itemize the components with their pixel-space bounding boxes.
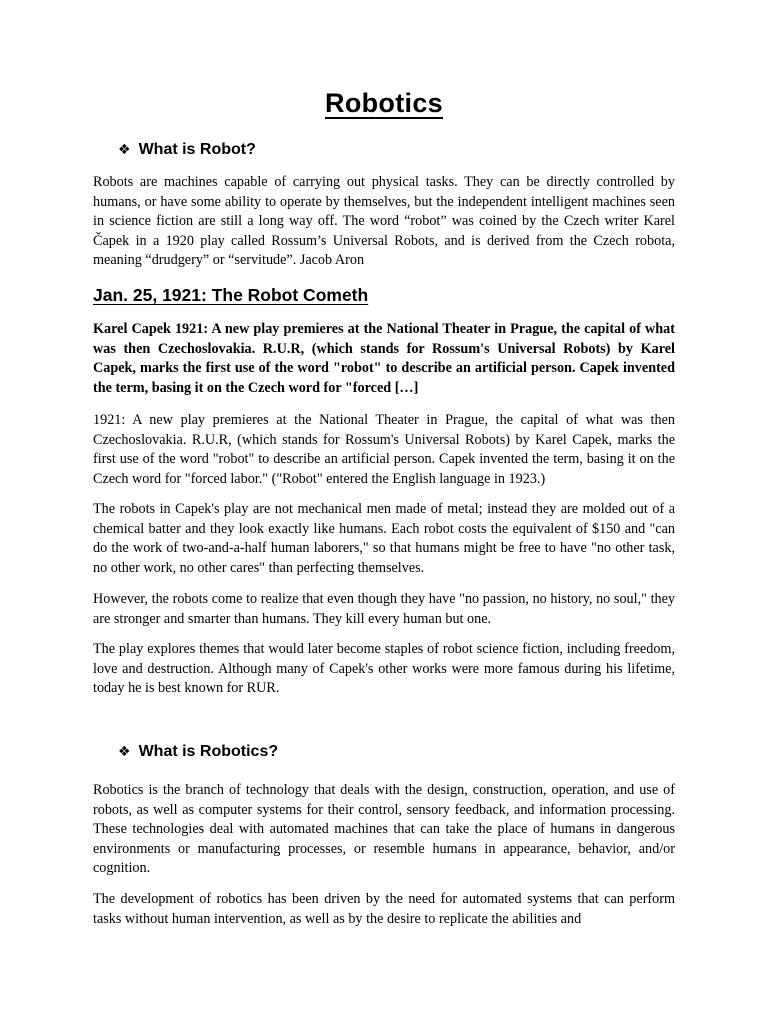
page-title-wrap	[0, 88, 768, 119]
paragraph-robots-realize: However, the robots come to realize that even though they have "no passion, no history, no soul," they are stronger and smarter than humans. They kill every human but one.	[93, 591, 675, 627]
section-heading-robot-cometh: Jan. 25, 1921: The Robot Cometh	[93, 285, 369, 305]
paragraph-play-themes: The play explores themes that would later become staples of robot science fiction, including freedom, love and destruction. Although many of Capek's other works were more famous during his lifetime, today he is best known for RUR.	[93, 641, 675, 696]
section-heading-text: What is Robot?	[138, 141, 256, 158]
section-heading-what-is-robotics	[118, 743, 278, 761]
paragraph-play-premiere: 1921: A new play premieres at the National Theater in Prague, the capital of what was then Czechoslovakia. R.U.R, (which stands for Rossum's Universal Robots) by Karel Capek, marks the first use of the word "robot" to describe an artificial person. Capek invented the term, basing it on the Czech word for "forced labor." ("Robot" entered the English language in 1923.)	[93, 412, 675, 487]
paragraph-what-is-robot: Robots are machines capable of carrying out physical tasks. They can be directly controlled by humans, or have some ability to operate by themselves, but the independent intelligent machines seen in science fiction are still a long way off. The word “robot” was coined by the Czech writer Karel Čapek in a 1920 play called Rossum’s Universal Robots, and is derived from the Czech robota, meaning “drudgery” or “servitude”. Jacob Aron	[93, 174, 675, 268]
section-heading-text: What is Robotics?	[138, 743, 279, 760]
paragraph-robots-in-play: The robots in Capek's play are not mechanical men made of metal; instead they are molded out of a chemical batter and they look exactly like humans. Each robot costs the equivalent of $150 and "can do the work of two-and-a-half human laborers," so that humans might be free to have "no other task, no other work, no other cares" than perfecting themselves.	[93, 501, 675, 576]
paragraph-bold-intro: Karel Capek 1921: A new play premieres at the National Theater in Prague, the capital of what was then Czechoslovakia. R.U.R, (which stands for Rossum's Universal Robots) by Karel Capek, marks the first use of the word "robot" to describe an artificial person. Capek invented the term, basing it on the Czech word for "forced […]	[93, 321, 675, 396]
page-title: Robotics	[325, 88, 443, 118]
diamond-bullet-icon: ❖	[118, 743, 131, 759]
diamond-bullet-icon: ❖	[118, 141, 131, 157]
section-heading-what-is-robot	[118, 141, 256, 159]
paragraph-robotics-development: The development of robotics has been driven by the need for automated systems that can perform tasks without human intervention, as well as by the desire to replicate the abilities and	[93, 891, 675, 927]
paragraph-robotics-definition: Robotics is the branch of technology that deals with the design, construction, operation, and use of robots, as well as computer systems for their control, sensory feedback, and information processing. These technologies deal with automated machines that can take the place of humans in dangerous environments or manufacturing processes, or resemble humans in appearance, behavior, and/or cognition.	[93, 782, 675, 876]
